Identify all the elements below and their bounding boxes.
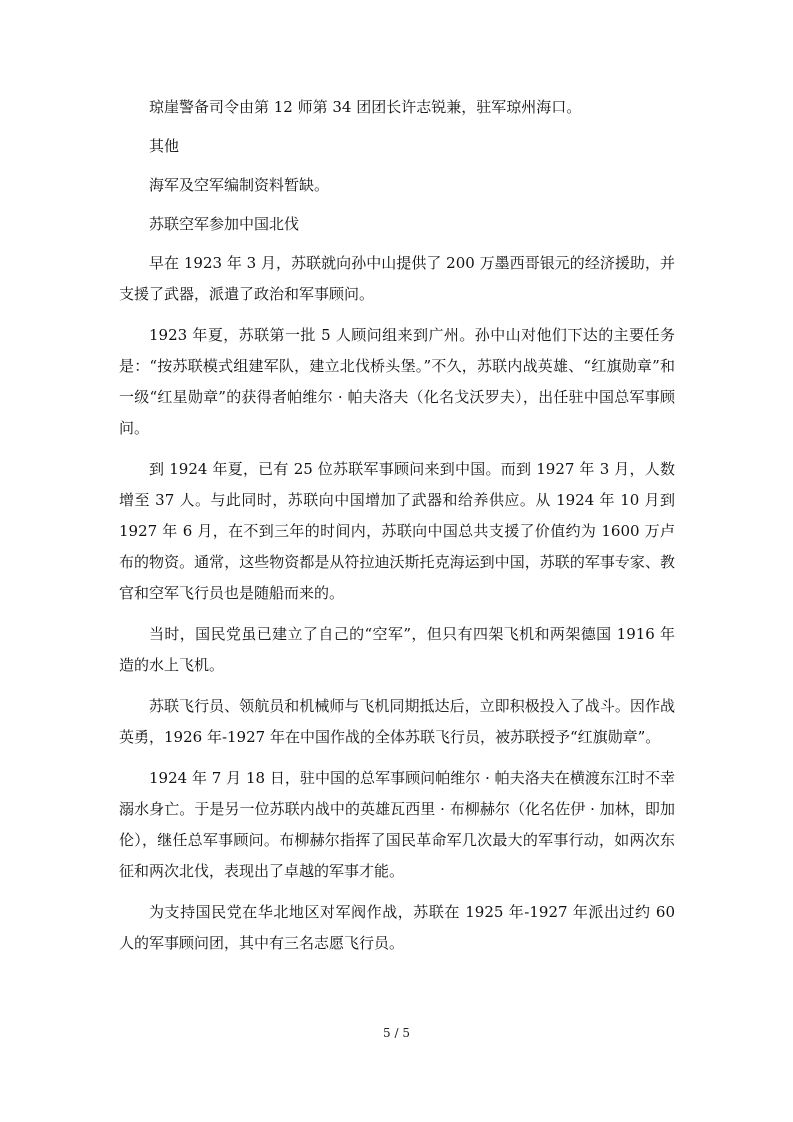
paragraph-1923-advisors: 1923 年夏，苏联第一批 5 人顾问组来到广州。孙中山对他们下达的主要任务是：“按苏联模式组建军队，建立北伐桥头堡。”不久，苏联内战英雄、“红旗勋章”和一级“红星勋章”的获得者帕维尔 · 帕夫洛夫（化名戈沃罗夫），出任驻中国总军事顾问。 — [119, 326, 675, 437]
paragraph-1924-advisors: 到 1924 年夏，已有 25 位苏联军事顾问来到中国。而到 1927 年 3 月，人数增至 37 人。与此同时，苏联向中国增加了武器和给养供应。从 1924 年 10 月到 1927 年 6 月，在不到三年的时间内，苏联向中国总共支援了价值约为 1600 万卢布的物资。通常，这些物资都是从符拉迪沃斯托克海运到中国，苏联的军事专家、教官和空军飞行员也是随船而来的。 — [119, 460, 675, 602]
paragraph-garrison: 琼崖警备司令由第 12 师第 34 团团长许志锐兼，驻军琼州海口。 — [149, 98, 582, 116]
section-heading-other: 其他 — [149, 137, 180, 155]
paragraph-kmt-air-force: 当时，国民党虽已建立了自己的“空军”，但只有四架飞机和两架德国 1916 年造的水上飞机。 — [119, 625, 675, 674]
paragraph-1923-aid: 早在 1923 年 3 月，苏联就向孙中山提供了 200 万墨西哥银元的经济援助，并支援了武器，派遣了政治和军事顾问。 — [119, 254, 675, 303]
paragraph-north-china: 为支持国民党在华北地区对军阀作战，苏联在 1925 年-1927 年派出过约 60 人的军事顾问团，其中有三名志愿飞行员。 — [119, 903, 675, 952]
document-body — [119, 92, 675, 969]
page-number: 5 / 5 — [383, 1026, 410, 1040]
paragraph-navy-air: 海军及空军编制资料暂缺。 — [149, 176, 330, 194]
paragraph-soviet-pilots: 苏联飞行员、领航员和机械师与飞机同期抵达后，立即积极投入了战斗。因作战英勇，1926 年-1927 年在中国作战的全体苏联飞行员，被苏联授予“红旗勋章”。 — [119, 697, 675, 746]
paragraph-pavlov-death: 1924 年 7 月 18 日，驻中国的总军事顾问帕维尔 · 帕夫洛夫在横渡东江时不幸溺水身亡。于是另一位苏联内战中的英雄瓦西里 · 布柳赫尔（化名佐伊 · 加林，即加伦），继任总军事顾问。布柳赫尔指挥了国民革命军几次最大的军事行动，如两次东征和两次北伐，表现出了卓越的军事才能。 — [119, 769, 675, 880]
section-heading-soviet-air: 苏联空军参加中国北伐 — [149, 215, 300, 233]
